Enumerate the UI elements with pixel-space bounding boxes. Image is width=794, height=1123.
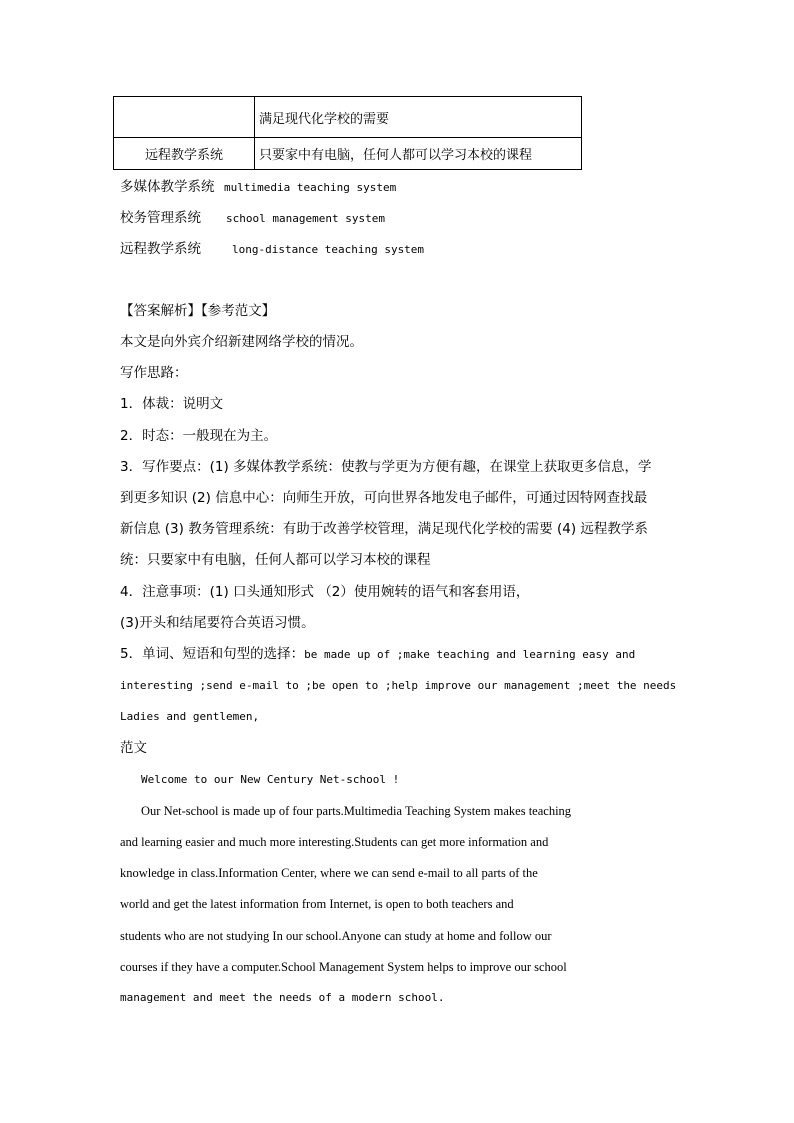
table-row [114, 138, 582, 170]
intro-text: 本文是向外宾介绍新建网络学校的情况。 [120, 334, 363, 350]
point-notes-line: (3)开头和结尾要符合英语习惯。 [120, 615, 315, 631]
table-cell: 远程教学系统 [114, 138, 255, 170]
point-key-line: 新信息 (3) 教务管理系统：有助于改善学校管理，满足现代化学校的需要 (4) 远程教学系 [120, 521, 648, 537]
point-key-line: 到更多知识 (2) 信息中心：向师生开放，可向世界各地发电子邮件，可通过因特网查找最 [120, 490, 648, 506]
point-vocab-line: Ladies and gentlemen, [120, 710, 260, 723]
essay-line: world and get the latest information from Internet, is open to both teachers and [120, 897, 514, 911]
table-cell [114, 97, 255, 138]
info-table [113, 96, 582, 170]
essay-line: and learning easier and much more interesting.Students can get more information and [120, 835, 549, 849]
essay-line: students who are not studying In our school.Anyone can study at home and follow our [120, 929, 552, 943]
point-key-line: 3．写作要点：(1) 多媒体教学系统：使教与学更为方便有趣，在课堂上获取更多信息，学 [120, 459, 652, 475]
point-vocab-line [120, 644, 635, 665]
table-row [114, 97, 582, 138]
essay-line: management and meet the needs of a modern school. [120, 991, 445, 1004]
table-cell: 只要家中有电脑，任何人都可以学习本校的课程 [255, 138, 582, 170]
glossary-en: school management system [226, 212, 385, 225]
glossary-en: multimedia teaching system [224, 181, 397, 194]
point-tense: 2．时态：一般现在为主。 [120, 428, 278, 444]
essay-line: Welcome to our New Century Net-school ! [141, 773, 400, 786]
point-vocab-label: 5．单词、短语和句型的选择： [120, 646, 305, 662]
point-vocab-text: be made up of ;make teaching and learning easy and [304, 648, 636, 661]
ideas-label: 写作思路： [120, 365, 188, 381]
glossary-zh: 远程教学系统 [120, 241, 201, 257]
point-genre: 1．体裁：说明文 [120, 396, 224, 412]
point-vocab-line: interesting ;send e-mail to ;be open to ;help improve our management ;meet the needs [120, 679, 677, 692]
essay-line: courses if they have a computer.School Management System helps to improve our school [120, 960, 567, 974]
glossary-item [120, 208, 385, 229]
table-cell: 满足现代化学校的需要 [255, 97, 582, 138]
glossary-en: long-distance teaching system [232, 243, 425, 256]
answer-heading: 【答案解析】【参考范文】 [120, 303, 276, 319]
glossary-zh: 校务管理系统 [120, 210, 201, 226]
essay-line: knowledge in class.Information Center, where we can send e-mail to all parts of the [120, 866, 538, 880]
point-key-line: 统：只要家中有电脑，任何人都可以学习本校的课程 [120, 552, 431, 568]
glossary-item [120, 239, 424, 260]
essay-label: 范文 [120, 740, 147, 756]
glossary-zh: 多媒体教学系统 [120, 179, 215, 195]
point-notes-line: 4．注意事项：(1) 口头通知形式 （2）使用婉转的语气和客套用语， [120, 584, 530, 600]
essay-line: Our Net-school is made up of four parts.Multimedia Teaching System makes teaching [141, 804, 572, 818]
glossary-item [120, 177, 396, 198]
